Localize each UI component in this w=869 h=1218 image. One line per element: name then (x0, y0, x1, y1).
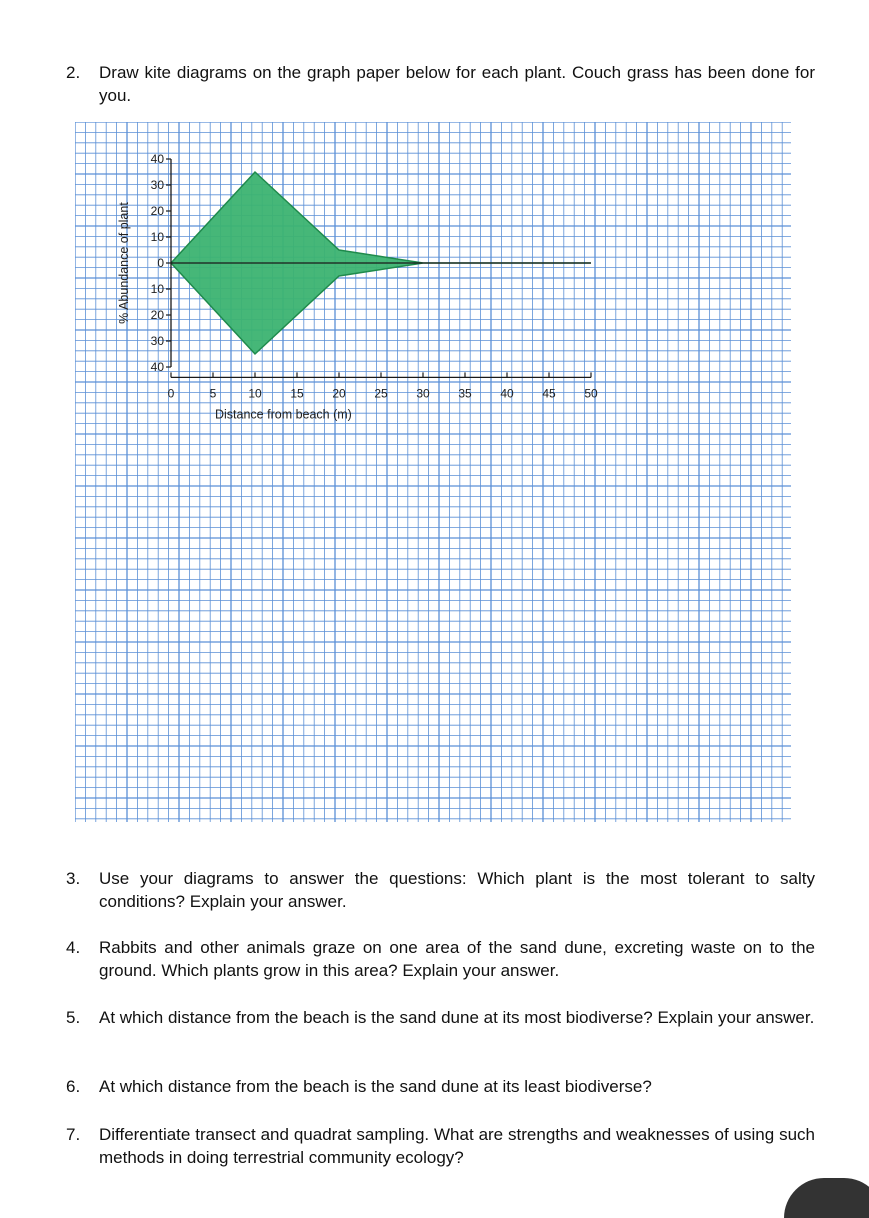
x-tick-label: 10 (248, 386, 262, 401)
x-tick-label: 0 (167, 386, 175, 401)
question-7 (66, 1123, 815, 1169)
x-tick-label: 45 (542, 386, 556, 401)
question-number: 6. (66, 1077, 81, 1096)
y-tick-label: 40 (150, 152, 164, 166)
x-tick-label: 35 (458, 386, 472, 401)
question-3 (66, 867, 815, 913)
question-text: Use your diagrams to answer the questions: Which plant is the most tolerant to salty conditions? Explain your answer. (99, 869, 815, 911)
y-tick-label: 30 (150, 334, 164, 348)
y-tick-label: 40 (150, 360, 164, 374)
grid-lines (75, 122, 791, 822)
question-text: Draw kite diagrams on the graph paper below for each plant. Couch grass has been done for you. (99, 63, 815, 105)
x-axis-label: Distance from beach (m) (215, 407, 352, 422)
question-number: 5. (66, 1008, 81, 1027)
question-number: 3. (66, 869, 81, 888)
y-tick-label: 10 (150, 230, 164, 244)
question-text: At which distance from the beach is the sand dune at its most biodiverse? Explain your answer. (99, 1008, 815, 1027)
y-tick-label: 20 (150, 308, 164, 322)
x-tick-label: 15 (290, 386, 304, 401)
x-tick-label: 50 (584, 386, 598, 401)
question-5 (66, 1006, 815, 1029)
question-text: Differentiate transect and quadrat sampling. What are strengths and weaknesses of using such methods in doing terrestrial community ecology? (99, 1125, 815, 1167)
y-tick-label: 30 (150, 178, 164, 192)
y-tick-label: 10 (150, 282, 164, 296)
x-tick-label: 25 (374, 386, 388, 401)
y-axis-label: % Abundance of plant (117, 202, 131, 324)
graph-paper (75, 122, 791, 822)
y-tick-label: 20 (150, 204, 164, 218)
corner-overlay (784, 1178, 869, 1218)
question-number: 2. (66, 63, 81, 82)
question-number: 7. (66, 1125, 81, 1144)
question-text: At which distance from the beach is the sand dune at its least biodiverse? (99, 1077, 652, 1096)
x-tick-label: 40 (500, 386, 514, 401)
question-2 (66, 61, 815, 107)
question-text: Rabbits and other animals graze on one area of the sand dune, excreting waste on to the ground. Which plants grow in this area? Explain your answer. (99, 938, 815, 980)
x-tick-label: 30 (416, 386, 430, 401)
x-tick-label: 20 (332, 386, 346, 401)
x-tick-label: 5 (209, 386, 217, 401)
question-number: 4. (66, 938, 81, 957)
question-6 (66, 1075, 815, 1098)
question-4 (66, 936, 815, 982)
y-tick-label: 0 (157, 256, 164, 270)
